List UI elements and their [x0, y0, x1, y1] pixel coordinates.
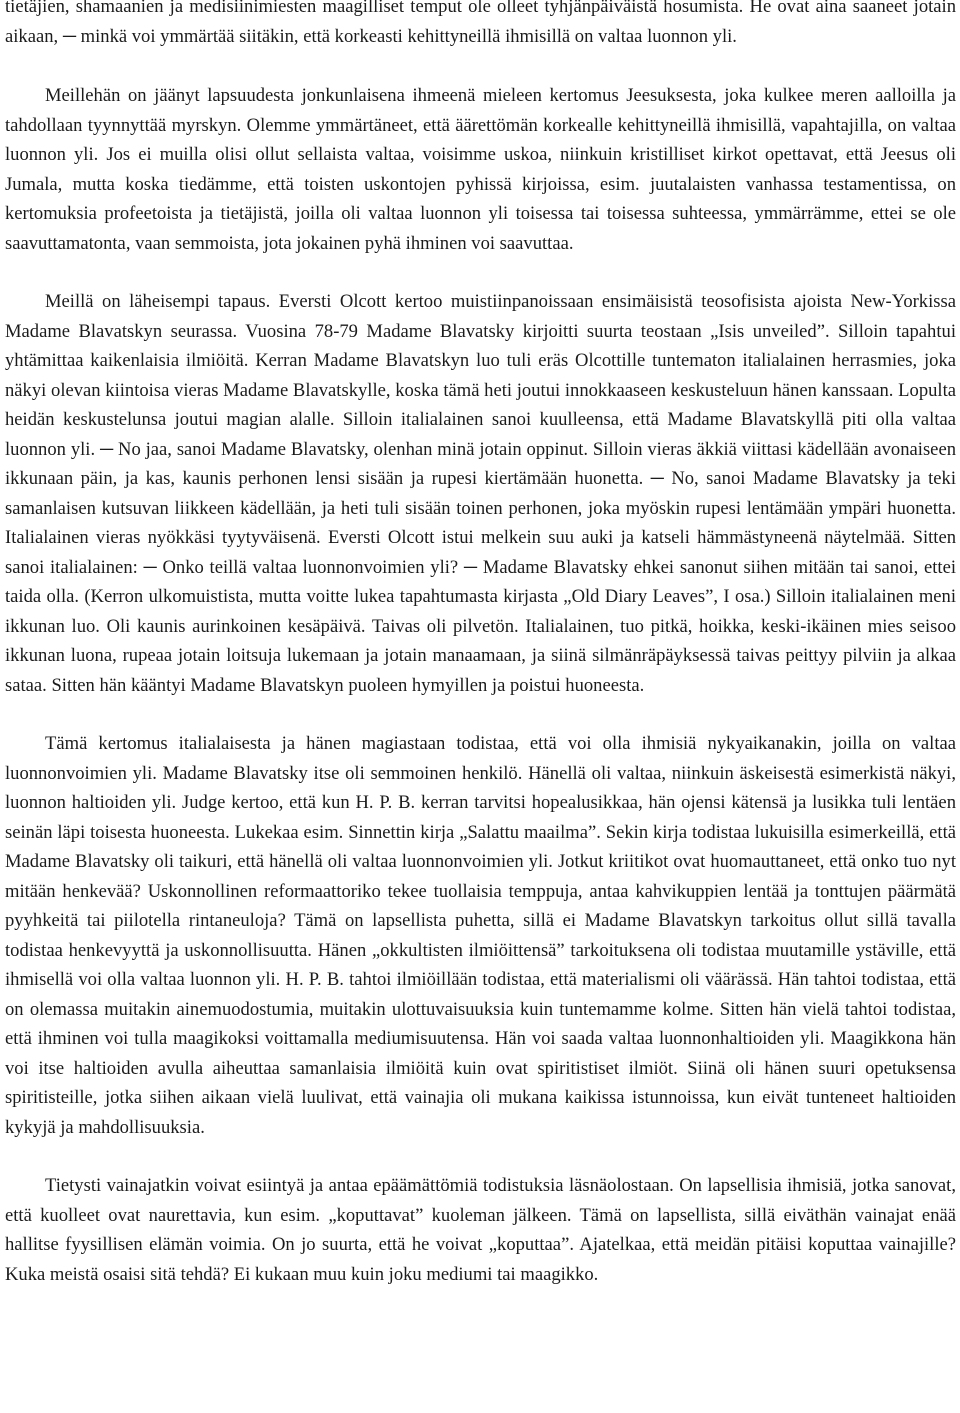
paragraph-deceased: Tietysti vainajatkin voivat esiintyä ja antaa epäämättömiä todistuksia läsnäolostaan. On lapsellisia ihmisiä, jotka sanovat, että kuolleet ovat naurettavia, kun esim. „koputtavat” kuoleman jälkeen. Tämä on lapsellista, sillä eiväthän vainajat enää hallitse fyysillisen elämän voimia. On jo suurta, että he voivat „koputtaa”. Ajatelkaa, että meidän pitäisi koputtaa vainajille? Kuka meistä osaisi sitä tehdä? Ei kukaan muu kuin joku mediumi tai maagikko. [5, 1175, 956, 1285]
paragraph-olcott-story: Meillä on läheisempi tapaus. Eversti Olcott kertoo muistiinpanoissaan ensimäisistä teosofisista ajoista New-Yorkissa Madame Blavatskyn seurassa. Vuosina 78-79 Madame Blavatsky kirjoitti suurta teostaan „Isis unveiled”. Silloin tapahtui yhtämittaa kaikenlaisia ilmiöitä. Kerran Madame Blavatskyn luo tuli eräs Olcottille tuntematon italialainen herrasmies, joka näkyi olevan kiintoisa vieras Madame Blavatskylle, koska tämä heti joutui innokkaaseen keskusteluun hänen kanssaan. Lopulta heidän keskustelunsa joutui magian alalle. Silloin italialainen sanoi kuulleensa, että Madame Blavatskyllä piti olla valtaa luonnon yli. ─ No jaa, sanoi Madame Blavatsky, olenhan minä jotain oppinut. Silloin vieras äkkiä viittasi kädellään avonaiseen ikkunaan päin, ja kas, kaunis perhonen lensi sisään ja rupesi kiertämään huonetta. ─ No, sanoi Madame Blavatsky ja teki samanlaisen kutsuvan liikkeen kädellään, ja heti tuli sisään toinen perhonen, joka myöskin rupesi lentämään ympäri huonetta. Italialainen vieras nyökkäsi tyytyväisenä. Eversti Olcott istui melkein suu auki ja katseli hämmästyneenä näytelmää. Sitten sanoi italialainen: ─ Onko teillä valtaa luonnonvoimien yli? ─ Madame Blavatsky ehkei sanonut siihen mitään tai sanoi, ettei taida olla. (Kerron ulkomuistista, mutta voitte lukea tapahtumasta kirjasta „Old Diary Leaves”, I osa.) Silloin italialainen meni ikkunan luo. Oli kaunis aurinkoinen kesäpäivä. Taivas oli pilvetön. Italialainen, tuo pitkä, hoikka, keski-ikäinen mies seisoo ikkunan luona, rupeaa jotain loitsuja lukemaan ja jotain manaamaan, ja siinä silmänräpäyksessä taivas peittyy pilviin ja alkaa sataa. Sitten hän kääntyi Madame Blavatskyn puoleen hymyillen ja poistui huoneesta. [5, 291, 956, 696]
paragraph-continued: tietäjien, shamaanien ja medisiinimiesten maagilliset temput ole olleet tyhjänpäiväistä hosumista. He ovat aina saaneet jotain aikaan, ─ minkä voi ymmärtää siitäkin, että korkeasti kehittyneillä ihmisillä on valtaa luonnon yli. [5, 0, 956, 47]
paragraph-blavatsky-powers: Tämä kertomus italialaisesta ja hänen magiastaan todistaa, että voi olla ihmisiä nykyaikanakin, joilla on valtaa luonnonvoimien yli. Madame Blavatsky itse oli semmoinen henkilö. Hänellä oli valtaa, niinkuin äskeisestä esimerkistä näkyi, luonnon haltioiden yli. Judge kertoo, että kun H. P. B. kerran tarvitsi hopealusikkaa, hän ojensi kätensä ja lusikka tuli lentäen seinän läpi toisesta huoneesta. Lukekaa esim. Sinnettin kirja „Salattu maailma”. Sekin kirja todistaa lukuisilla esimerkeillä, että Madame Blavatsky oli taikuri, että hänellä oli valtaa luonnonvoimien yli. Jotkut kriitikot ovat huomauttaneet, että onko tuo nyt mitään henkevää? Uskonnollinen reformaattoriko tekee tuollaisia temppuja, antaa kahvikuppien lentää ja tonttujen päärmätä pyyhkeitä tai piilotella rintaneuloja? Tämä on lapsellista puhetta, sillä ei Madame Blavatskyn tarkoitus ollut sillä tavalla todistaa henkevyyttä ja uskonnollisuutta. Hänen „okkultisten ilmiöittensä” tarkoituksena oli todistaa muutamille ystäville, että ihmisellä voi olla valtaa luonnon yli. H. P. B. tahtoi ilmiöillään todistaa, että materialismi oli väärässä. Hän tahtoi todistaa, että on olemassa muitakin ainemuodostumia, muitakin ulottuvaisuuksia kuin tuntemamme kolme. Sitten hän vielä tahtoi todistaa, että ihminen voi tulla maagikoksi voittamalla mediumisuutensa. Hän voi saada valtaa luonnonhaltioiden yli. Maagikkona hän voi itse haltioiden avulla aiheuttaa samanlaisia ilmiöitä kuin ovat spiritistiset ilmiöt. Siinä oli hänen suuri opetuksensa spiritisteille, jotka siihen aikaan vielä luulivat, että vainajia oli mukana kaikissa istunnoissa, kun eivät tunteneet haltioiden kykyjä ja mahdollisuuksia. [5, 733, 956, 1138]
paragraph-jesus: Meillehän on jäänyt lapsuudesta jonkunlaisena ihmeenä mieleen kertomus Jeesuksesta, joka kulkee meren aalloilla ja tahdollaan tyynnyttää myrskyn. Olemme ymmärtäneet, että äärettömän korkealle kehittyneillä ihmisillä, vapahtajilla, on valtaa luonnon yli. Jos ei muilla olisi ollut sellaista valtaa, voisimme uskoa, niinkuin kristilliset kirkot opettavat, että Jeesus oli Jumala, mutta koska tiedämme, että toisten uskontojen pyhissä kirjoissa, esim. juutalaisten vanhassa testamentissa, on kertomuksia profeetoista ja tietäjistä, joilla oli valtaa luonnon yli toisessa tai toisessa suhteessa, ymmärrämme, ettei se ole saavuttamatonta, vaan semmoista, jota jokainen pyhä ihminen voi saavuttaa. [5, 85, 956, 254]
